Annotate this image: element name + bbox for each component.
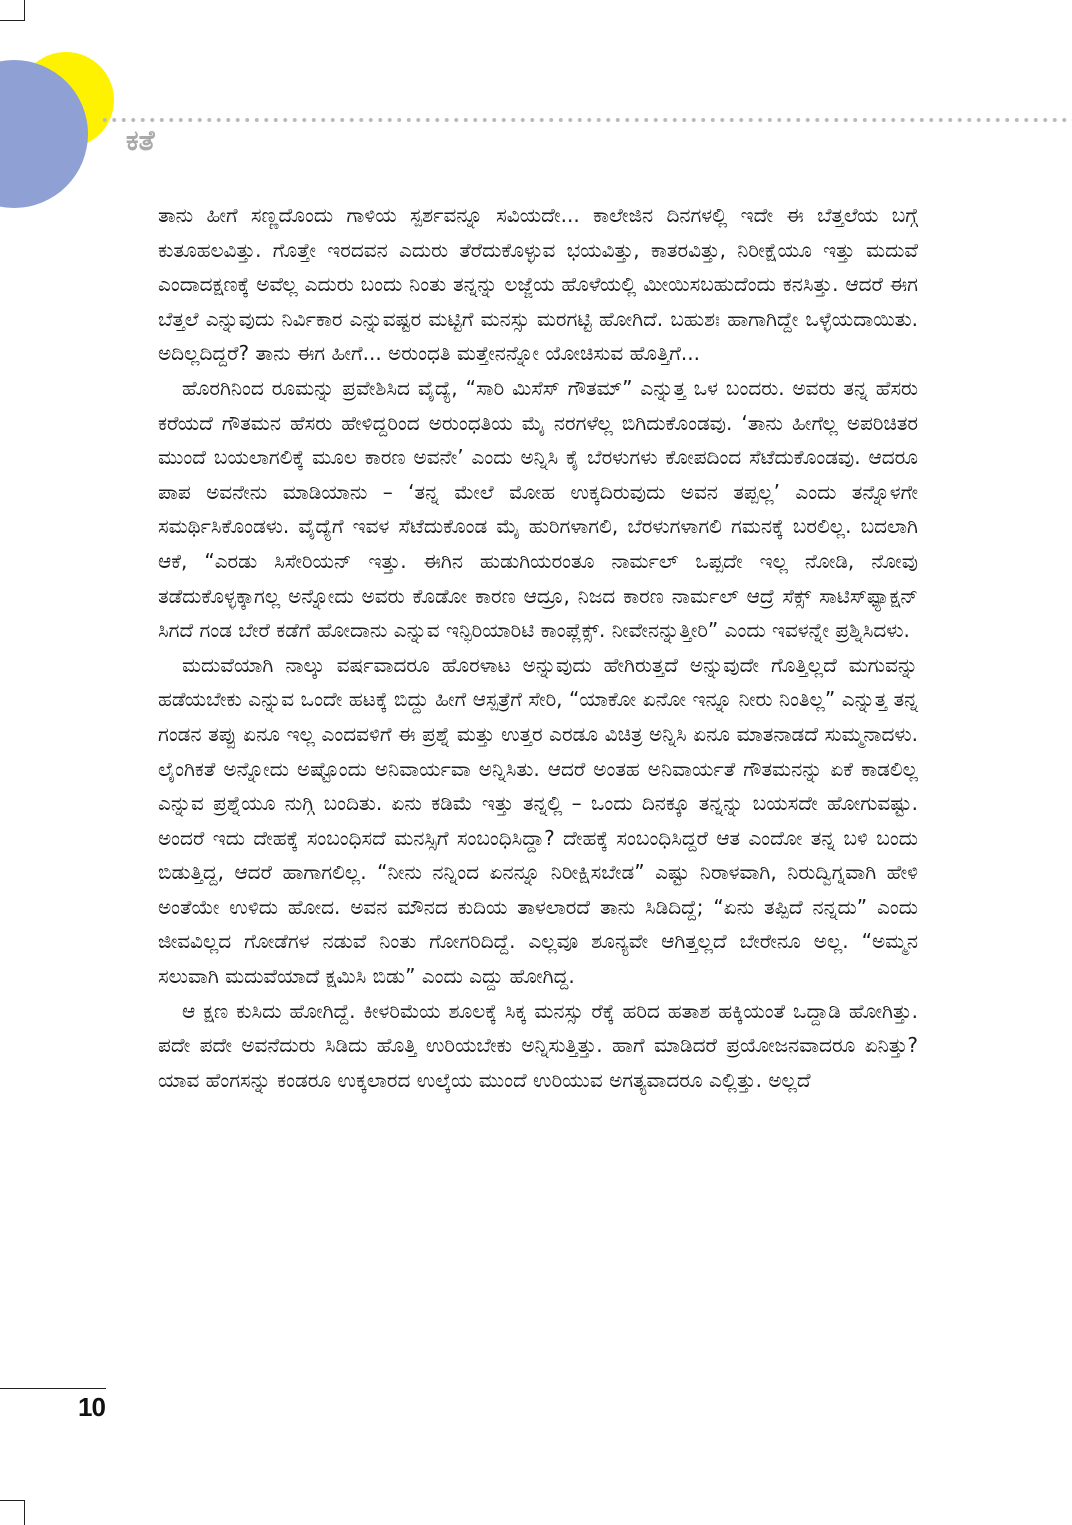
story-paragraph: ಹೊರಗಿನಿಂದ ರೂಮನ್ನು ಪ್ರವೇಶಿಸಿದ ವೈದ್ಯೆ, “ಸಾರಿ ಮಿಸೆಸ್ ಗೌತಮ್” ಎನ್ನುತ್ತ ಒಳ ಬಂದರು. ಅವರು ತನ್ನ ಹೆಸರು ಕರೆಯದೆ ಗೌತಮನ ಹೆಸರು ಹೇಳಿದ್ದರಿಂದ ಅರುಂಧತಿಯ ಮೈ ನರಗಳೆಲ್ಲ ಬಿಗಿದುಕೊಂಡವು. ‘ತಾನು ಹೀಗೆಲ್ಲ ಅಪರಿಚಿತರ ಮುಂದೆ ಬಯಲಾಗಲಿಕ್ಕೆ ಮೂಲ ಕಾರಣ ಅವನೇ’ ಎಂದು ಅನ್ನಿಸಿ ಕೈ ಬೆರಳುಗಳು ಕೋಪದಿಂದ ಸೆಟೆದುಕೊಂಡವು. ಆದರೂ ಪಾಪ ಅವನೇನು ಮಾಡಿಯಾನು – ‘ತನ್ನ ಮೇಲೆ ಮೋಹ ಉಕ್ಕದಿರುವುದು ಅವನ ತಪ್ಪಲ್ಲ’ ಎಂದು ತನ್ನೊಳಗೇ ಸಮರ್ಥಿಸಿಕೊಂಡಳು. ವೈದ್ಯೆಗೆ ಇವಳ ಸೆಟೆದುಕೊಂಡ ಮೈ ಹುರಿಗಳಾಗಲಿ, ಬೆರಳುಗಳಾಗಲಿ ಗಮನಕ್ಕೆ ಬರಲಿಲ್ಲ. ಬದಲಾಗಿ ಆಕೆ, “ಎರಡು ಸಿಸೇರಿಯನ್ ಇತ್ತು. ಈಗಿನ ಹುಡುಗಿಯರಂತೂ ನಾರ್ಮಲ್ ಒಪ್ಪದೇ ಇಲ್ಲ ನೋಡಿ, ನೋವು ತಡೆದುಕೊಳ್ಳಕ್ಕಾಗಲ್ಲ ಅನ್ನೋದು ಅವರು ಕೊಡೋ ಕಾರಣ ಆದ್ರೂ, ನಿಜದ ಕಾರಣ ನಾರ್ಮಲ್ ಆದ್ರೆ ಸೆಕ್ಸ್ ಸಾಟಿಸ್‌ಫ್ಯಾಕ್ಷನ್ ಸಿಗದೆ ಗಂಡ ಬೇರೆ ಕಡೆಗೆ ಹೋದಾನು ಎನ್ನುವ ಇನ್ಫಿರಿಯಾರಿಟಿ ಕಾಂಪ್ಲೆಕ್ಸ್. ನೀವೇನನ್ನುತ್ತೀರಿ” ಎಂದು ಇವಳನ್ನೇ ಪ್ರಶ್ನಿಸಿದಳು. [158, 375, 918, 643]
page-number: 10 [78, 1392, 105, 1422]
story-paragraph: ಆ ಕ್ಷಣ ಕುಸಿದು ಹೋಗಿದ್ದೆ. ಕೀಳರಿಮೆಯ ಶೂಲಕ್ಕೆ ಸಿಕ್ಕ ಮನಸ್ಸು ರೆಕ್ಕೆ ಹರಿದ ಹತಾಶ ಹಕ್ಕಿಯಂತೆ ಒದ್ದಾಡಿ ಹೋಗಿತ್ತು. ಪದೇ ಪದೇ ಅವನೆದುರು ಸಿಡಿದು ಹೊತ್ತಿ ಉರಿಯಬೇಕು ಅನ್ನಿಸುತ್ತಿತ್ತು. ಹಾಗೆ ಮಾಡಿದರೆ ಪ್ರಯೋಜನವಾದರೂ ಏನಿತ್ತು? ಯಾವ ಹೆಂಗಸನ್ನು ಕಂಡರೂ ಉಕ್ಕಲಾರದ ಉಲ್ಕೆಯ ಮುಂದೆ ಉರಿಯುವ ಅಗತ್ಯವಾದರೂ ಎಲ್ಲಿತ್ತು. ಅಲ್ಲದೆ [158, 998, 918, 1092]
dotted-header-rule [100, 117, 1072, 123]
story-paragraph: ಮದುವೆಯಾಗಿ ನಾಲ್ಕು ವರ್ಷವಾದರೂ ಹೊರಳಾಟ ಅನ್ನುವುದು ಹೇಗಿರುತ್ತದೆ ಅನ್ನುವುದೇ ಗೊತ್ತಿಲ್ಲದೆ ಮಗುವನ್ನು ಹಡೆಯಬೇಕು ಎನ್ನುವ ಒಂದೇ ಹಟಕ್ಕೆ ಬಿದ್ದು ಹೀಗೆ ಆಸ್ಪತ್ರೆಗೆ ಸೇರಿ, “ಯಾಕೋ ಏನೋ ಇನ್ನೂ ನೀರು ನಿಂತಿಲ್ಲ” ಎನ್ನುತ್ತ ತನ್ನ ಗಂಡನ ತಪ್ಪು ಏನೂ ಇಲ್ಲ ಎಂದವಳಿಗೆ ಈ ಪ್ರಶ್ನೆ ಮತ್ತು ಉತ್ತರ ಎರಡೂ ವಿಚಿತ್ರ ಅನ್ನಿಸಿ ಏನೂ ಮಾತನಾಡದೆ ಸುಮ್ಮನಾದಳು. ಲೈಂಗಿಕತೆ ಅನ್ನೋದು ಅಷ್ಟೊಂದು ಅನಿವಾರ್ಯವಾ ಅನ್ನಿಸಿತು. ಆದರೆ ಅಂತಹ ಅನಿವಾರ್ಯತೆ ಗೌತಮನನ್ನು ಏಕೆ ಕಾಡಲಿಲ್ಲ ಎನ್ನುವ ಪ್ರಶ್ನೆಯೂ ನುಗ್ಗಿ ಬಂದಿತು. ಏನು ಕಡಿಮೆ ಇತ್ತು ತನ್ನಲ್ಲಿ – ಒಂದು ದಿನಕ್ಕೂ ತನ್ನನ್ನು ಬಯಸದೇ ಹೋಗುವಷ್ಟು. ಅಂದರೆ ಇದು ದೇಹಕ್ಕೆ ಸಂಬಂಧಿಸದೆ ಮನಸ್ಸಿಗೆ ಸಂಬಂಧಿಸಿದ್ದಾ? ದೇಹಕ್ಕೆ ಸಂಬಂಧಿಸಿದ್ದರೆ ಆತ ಎಂದೋ ತನ್ನ ಬಳಿ ಬಂದು ಬಿಡುತ್ತಿದ್ದ, ಆದರೆ ಹಾಗಾಗಲಿಲ್ಲ. “ನೀನು ನನ್ನಿಂದ ಏನನ್ನೂ ನಿರೀಕ್ಷಿಸಬೇಡ” ಎಷ್ಟು ನಿರಾಳವಾಗಿ, ನಿರುದ್ವಿಗ್ನವಾಗಿ ಹೇಳಿ ಅಂತೆಯೇ ಉಳಿದು ಹೋದ. ಅವನ ಮೌನದ ಕುದಿಯ ತಾಳಲಾರದೆ ತಾನು ಸಿಡಿದಿದ್ದೆ; “ಏನು ತಪ್ಪಿದೆ ನನ್ನದು” ಎಂದು ಜೀವವಿಲ್ಲದ ಗೋಡೆಗಳ ನಡುವೆ ನಿಂತು ಗೋಗರಿದಿದ್ದೆ. ಎಲ್ಲವೂ ಶೂನ್ಯವೇ ಆಗಿತ್ತಲ್ಲದೆ ಬೇರೇನೂ ಅಲ್ಲ. “ಅಮ್ಮನ ಸಲುವಾಗಿ ಮದುವೆಯಾದೆ ಕ್ಷಮಿಸಿ ಬಿಡು” ಎಂದು ಎದ್ದು ಹೋಗಿದ್ದ. [158, 652, 918, 989]
crop-mark-bottom [0, 1500, 25, 1525]
story-body [158, 198, 918, 1097]
section-label: ಕತೆ [126, 124, 155, 157]
crop-mark-top [0, 0, 25, 21]
story-paragraph: ತಾನು ಹೀಗೆ ಸಣ್ಣದೊಂದು ಗಾಳಿಯ ಸ್ಪರ್ಶವನ್ನೂ ಸವಿಯದೇ... ಕಾಲೇಜಿನ ದಿನಗಳಲ್ಲಿ ಇದೇ ಈ ಬೆತ್ತಲೆಯ ಬಗ್ಗೆ ಕುತೂಹಲವಿತ್ತು. ಗೊತ್ತೇ ಇರದವನ ಎದುರು ತೆರೆದುಕೊಳ್ಳುವ ಭಯವಿತ್ತು, ಕಾತರವಿತ್ತು, ನಿರೀಕ್ಷೆಯೂ ಇತ್ತು ಮದುವೆ ಎಂದಾದಕ್ಷಣಕ್ಕೆ ಅವೆಲ್ಲ ಎದುರು ಬಂದು ನಿಂತು ತನ್ನನ್ನು ಲಜ್ಜೆಯ ಹೊಳೆಯಲ್ಲಿ ಮೀಯಿಸಬಹುದೆಂದು ಕನಸಿತ್ತು. ಆದರೆ ಈಗ ಬೆತ್ತಲೆ ಎನ್ನುವುದು ನಿರ್ವಿಕಾರ ಎನ್ನುವಷ್ಟರ ಮಟ್ಟಿಗೆ ಮನಸ್ಸು ಮರಗಟ್ಟಿ ಹೋಗಿದೆ. ಬಹುಶಃ ಹಾಗಾಗಿದ್ದೇ ಒಳ್ಳೆಯದಾಯಿತು. ಅದಿಲ್ಲದಿದ್ದರೆ? ತಾನು ಈಗ ಹೀಗೆ... ಅರುಂಧತಿ ಮತ್ತೇನನ್ನೋ ಯೋಚಿಸುವ ಹೊತ್ತಿಗೆ... [158, 203, 918, 366]
footer-rule [0, 1388, 106, 1389]
